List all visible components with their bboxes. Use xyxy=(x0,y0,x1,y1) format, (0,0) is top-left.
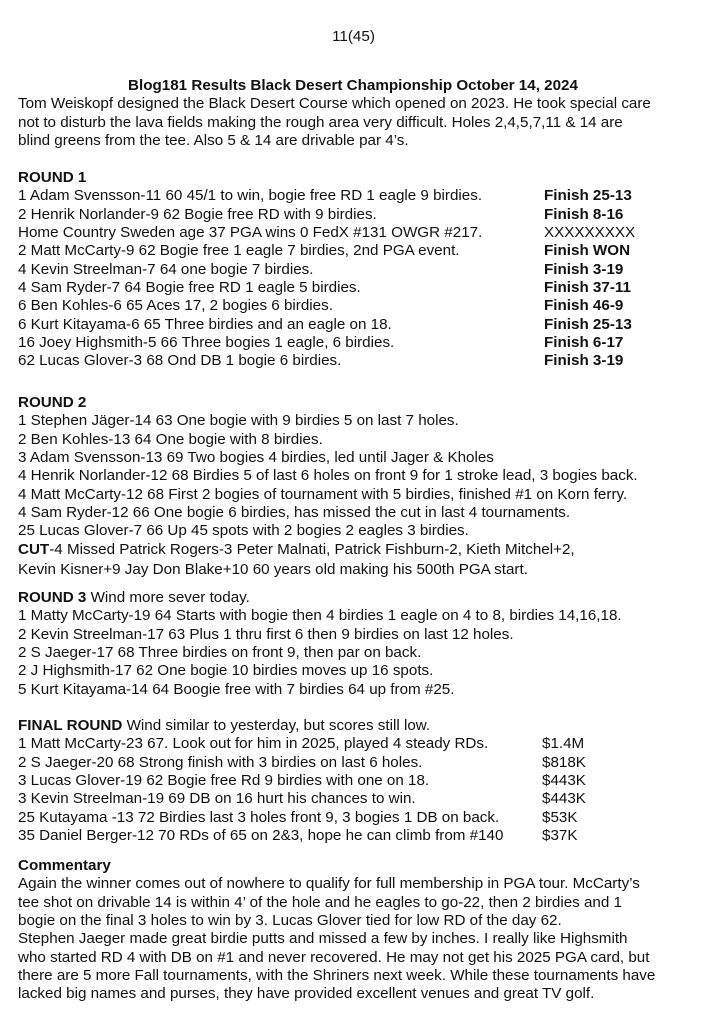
round-2-row: 25 Lucas Glover-7 66 Up 45 spots with 2 bogies 2 eagles 3 birdies. xyxy=(18,522,469,540)
commentary-line: lacked big names and purses, they have provided excellent venues and great TV golf. xyxy=(18,985,595,1003)
commentary-line: Again the winner comes out of nowhere to qualify for full membership in PGA tour. McCarty’s xyxy=(18,875,640,893)
round-1-row xyxy=(18,261,698,279)
final-round-row xyxy=(18,772,698,790)
row-text: 2 S Jaeger-20 68 Strong finish with 3 birdies on last 6 holes. xyxy=(18,753,423,771)
prize-money: $53K xyxy=(542,808,578,826)
round-3-row: 1 Matty McCarty-19 64 Starts with bogie then 4 birdies 1 eagle on 4 to 8, birdies 14,16,18. xyxy=(18,607,622,625)
round-1-row xyxy=(18,334,698,352)
final-round-row xyxy=(18,735,698,753)
finish-value: Finish 25-13 xyxy=(544,187,632,205)
finish-value: Finish 25-13 xyxy=(544,315,632,333)
round-2-heading: ROUND 2 xyxy=(18,394,87,411)
page-number: 11(45) xyxy=(332,28,375,45)
finish-value: Finish 6-17 xyxy=(544,334,624,352)
finish-value: Finish 3-19 xyxy=(544,260,624,278)
final-round-row xyxy=(18,790,698,808)
header-section xyxy=(18,77,688,150)
final-round-row xyxy=(18,754,698,772)
round-1-row xyxy=(18,316,698,334)
row-text: 62 Lucas Glover-3 68 Ond DB 1 bogie 6 birdies. xyxy=(18,352,342,370)
finish-value: Finish 8-16 xyxy=(544,205,624,223)
prize-money: $37K xyxy=(542,827,578,845)
round-1-heading: ROUND 1 xyxy=(18,169,87,186)
prize-money: $818K xyxy=(542,753,586,771)
round-1-row xyxy=(18,206,698,224)
round-1-section xyxy=(18,169,698,371)
commentary-heading: Commentary xyxy=(18,857,111,874)
round-2-row: 4 Sam Ryder-12 66 One bogie 6 birdies, has missed the cut in last 4 tournaments. xyxy=(18,504,571,522)
round-3-section xyxy=(18,589,622,699)
document-title: Blog181 Results Black Desert Championship October 14, 2024 xyxy=(128,77,578,94)
row-text: 35 Daniel Berger-12 70 RDs of 65 on 2&3, hope he can climb from #140 xyxy=(18,827,504,845)
round-2-row: 2 Ben Kohles-13 64 One bogie with 8 birdies. xyxy=(18,430,323,448)
row-text: 6 Ben Kohles-6 65 Aces 17, 2 bogies 6 birdies. xyxy=(18,297,333,315)
commentary-line: there are 5 more Fall tournaments, with the Shriners next week. While these tournaments have xyxy=(18,967,656,985)
finish-value: Finish 46-9 xyxy=(544,297,624,315)
round-3-heading-line xyxy=(18,589,622,607)
round-2-row: 4 Henrik Norlander-12 68 Birdies 5 of last 6 holes on front 9 for 1 stroke lead, 3 bogies back. xyxy=(18,467,638,485)
row-text: Home Country Sweden age 37 PGA wins 0 FedX #131 OWGR #217. xyxy=(18,224,483,242)
round-3-heading: ROUND 3 xyxy=(18,589,87,606)
finish-value: Finish 37-11 xyxy=(544,279,631,297)
round-3-note: Wind more sever today. xyxy=(86,589,250,606)
row-text: 16 Joey Highsmith-5 66 Three bogies 1 eagle, 6 birdies. xyxy=(18,334,395,352)
round-3-row: 2 S Jaeger-17 68 Three birdies on front 9, then par on back. xyxy=(18,644,422,662)
commentary-line: who started RD 4 with DB on #1 and never recovered. He may not get his 2025 PGA card, but xyxy=(18,948,650,966)
round-1-row xyxy=(18,352,698,370)
finish-value: Finish WON xyxy=(544,242,631,260)
round-1-row xyxy=(18,242,698,260)
cut-label: CUT xyxy=(18,540,50,558)
finish-value: XXXXXXXXX xyxy=(544,224,636,242)
round-2-row: 1 Stephen Jäger-14 63 One bogie with 9 birdies 5 on last 7 holes. xyxy=(18,412,459,430)
intro-line: blind greens from the tee. Also 5 & 14 are drivable par 4’s. xyxy=(18,132,409,150)
finish-value: Finish 3-19 xyxy=(544,352,624,370)
commentary-section xyxy=(18,857,655,1004)
round-2-row: 3 Adam Svensson-13 69 Two bogies 4 birdies, led until Jager & Kholes xyxy=(18,449,494,467)
row-text: 3 Lucas Glover-19 62 Bogie free Rd 9 birdies with one on 18. xyxy=(18,772,430,790)
round-1-row xyxy=(18,187,698,205)
final-round-row xyxy=(18,809,698,827)
row-text: 2 Henrik Norlander-9 62 Bogie free RD with 9 birdies. xyxy=(18,205,377,223)
final-round-section xyxy=(18,717,698,845)
round-1-row xyxy=(18,224,698,242)
row-text: 1 Adam Svensson-11 60 45/1 to win, bogie free RD 1 eagle 9 birdies. xyxy=(18,187,483,205)
row-text: 25 Kutayama -13 72 Birdies last 3 holes front 9, 3 bogies 1 DB on back. xyxy=(18,808,500,826)
row-text: 4 Sam Ryder-7 64 Bogie free RD 1 eagle 5 birdies. xyxy=(18,279,361,297)
row-text: 2 Matt McCarty-9 62 Bogie free 1 eagle 7 birdies, 2nd PGA event. xyxy=(18,242,460,260)
round-2-section xyxy=(18,394,638,579)
row-text: 6 Kurt Kitayama-6 65 Three birdies and an eagle on 18. xyxy=(18,315,392,333)
final-round-heading: FINAL ROUND xyxy=(18,717,123,734)
cut-text: -4 Missed Patrick Rogers-3 Peter Malnati, Patrick Fishburn-2, Kieth Mitchel+2, xyxy=(49,540,575,558)
round-2-row: 4 Matt McCarty-12 68 First 2 bogies of tournament with 5 birdies, finished #1 on Korn ferry. xyxy=(18,485,628,503)
commentary-line: tee shot on drivable 14 is within 4’ of the hole and he eagles to go-22, then 2 birdies and 1 xyxy=(18,893,622,911)
row-text: 3 Kevin Streelman-19 69 DB on 16 hurt his chances to win. xyxy=(18,790,416,808)
commentary-line: Stephen Jaeger made great birdie putts and missed a few by inches. I really like Highsmith xyxy=(18,930,628,948)
intro-line: not to disturb the lava fields making the rough area very difficult. Holes 2,4,5,7,11 & 14 are xyxy=(18,113,623,131)
row-text: 4 Kevin Streelman-7 64 one bogie 7 birdies. xyxy=(18,260,314,278)
final-round-row xyxy=(18,827,698,845)
prize-money: $443K xyxy=(542,790,586,808)
prize-money: $1.4M xyxy=(542,735,585,753)
row-text: 1 Matt McCarty-23 67. Look out for him in 2025, played 4 steady RDs. xyxy=(18,735,489,753)
intro-line: Tom Weiskopf designed the Black Desert Course which opened on 2023. He took special care xyxy=(18,95,651,113)
commentary-line: bogie on the final 3 holes to win by 3. Lucas Glover tied for low RD of the day 62. xyxy=(18,912,562,930)
round-1-row xyxy=(18,297,698,315)
cut-line-2: Kevin Kisner+9 Jay Don Blake+10 60 years old making his 500th PGA start. xyxy=(18,561,528,579)
round-1-row xyxy=(18,279,698,297)
round-3-row: 5 Kurt Kitayama-14 64 Boogie free with 7 birdies 64 up from #25. xyxy=(18,680,455,698)
round-3-row: 2 Kevin Streelman-17 63 Plus 1 thru first 6 then 9 birdies on last 12 holes. xyxy=(18,625,514,643)
final-round-heading-line xyxy=(18,717,698,735)
final-round-note: Wind similar to yesterday, but scores still low. xyxy=(122,717,431,734)
prize-money: $443K xyxy=(542,772,586,790)
round-3-row: 2 J Highsmith-17 62 One bogie 10 birdies moves up 16 spots. xyxy=(18,662,434,680)
cut-line xyxy=(18,541,638,559)
